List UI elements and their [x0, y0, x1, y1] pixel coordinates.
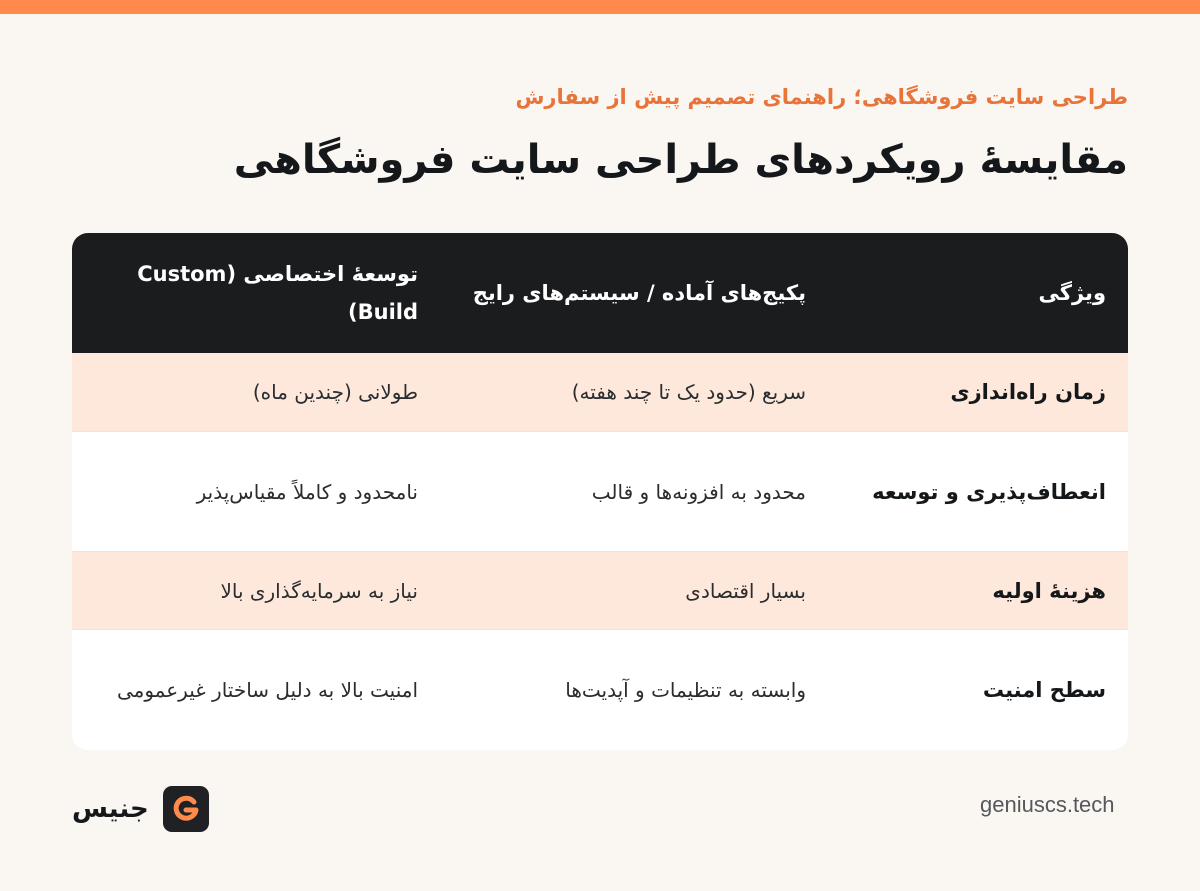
brand [72, 786, 209, 832]
packaged-cell: سریع (حدود یک تا چند هفته) [571, 380, 806, 404]
header-packaged: پکیج‌های آماده / سیستم‌های رایج [472, 281, 806, 305]
packaged-cell: وابسته به تنظیمات و آپدیت‌ها [565, 678, 806, 702]
page-subtitle: طراحی سایت فروشگاهی؛ راهنمای تصمیم پیش از سفارش [515, 85, 1128, 109]
header-feature: ویژگی [1038, 281, 1106, 305]
header-custom: توسعهٔ اختصاصی (Custom Build) [137, 262, 418, 324]
top-accent-bar [0, 0, 1200, 14]
feature-cell: هزینهٔ اولیه [992, 578, 1106, 603]
page-title: مقایسهٔ رویکردهای طراحی سایت فروشگاهی [233, 137, 1128, 183]
packaged-cell: محدود به افزونه‌ها و قالب [591, 479, 806, 504]
feature-cell: سطح امنیت [982, 678, 1106, 702]
custom-cell: نامحدود و کاملاً مقیاس‌پذیر [196, 479, 418, 504]
table-header-row [72, 233, 1128, 353]
feature-cell: انعطاف‌پذیری و توسعه [872, 479, 1106, 504]
footer-url: geniuscs.tech [980, 792, 1115, 817]
table-row [72, 432, 1128, 552]
brand-name: جنیس [72, 794, 149, 824]
page-header [72, 80, 1128, 188]
genius-logo-icon [163, 786, 209, 832]
packaged-cell: بسیار اقتصادی [685, 578, 806, 603]
table-row [72, 552, 1128, 630]
table-row [72, 630, 1128, 750]
table-row [72, 353, 1128, 432]
custom-cell: امنیت بالا به دلیل ساختار غیرعمومی [116, 678, 418, 702]
comparison-table [72, 233, 1128, 750]
custom-cell: نیاز به سرمایه‌گذاری بالا [220, 578, 418, 603]
feature-cell: زمان راه‌اندازی [950, 380, 1106, 404]
custom-cell: طولانی (چندین ماه) [252, 380, 418, 404]
